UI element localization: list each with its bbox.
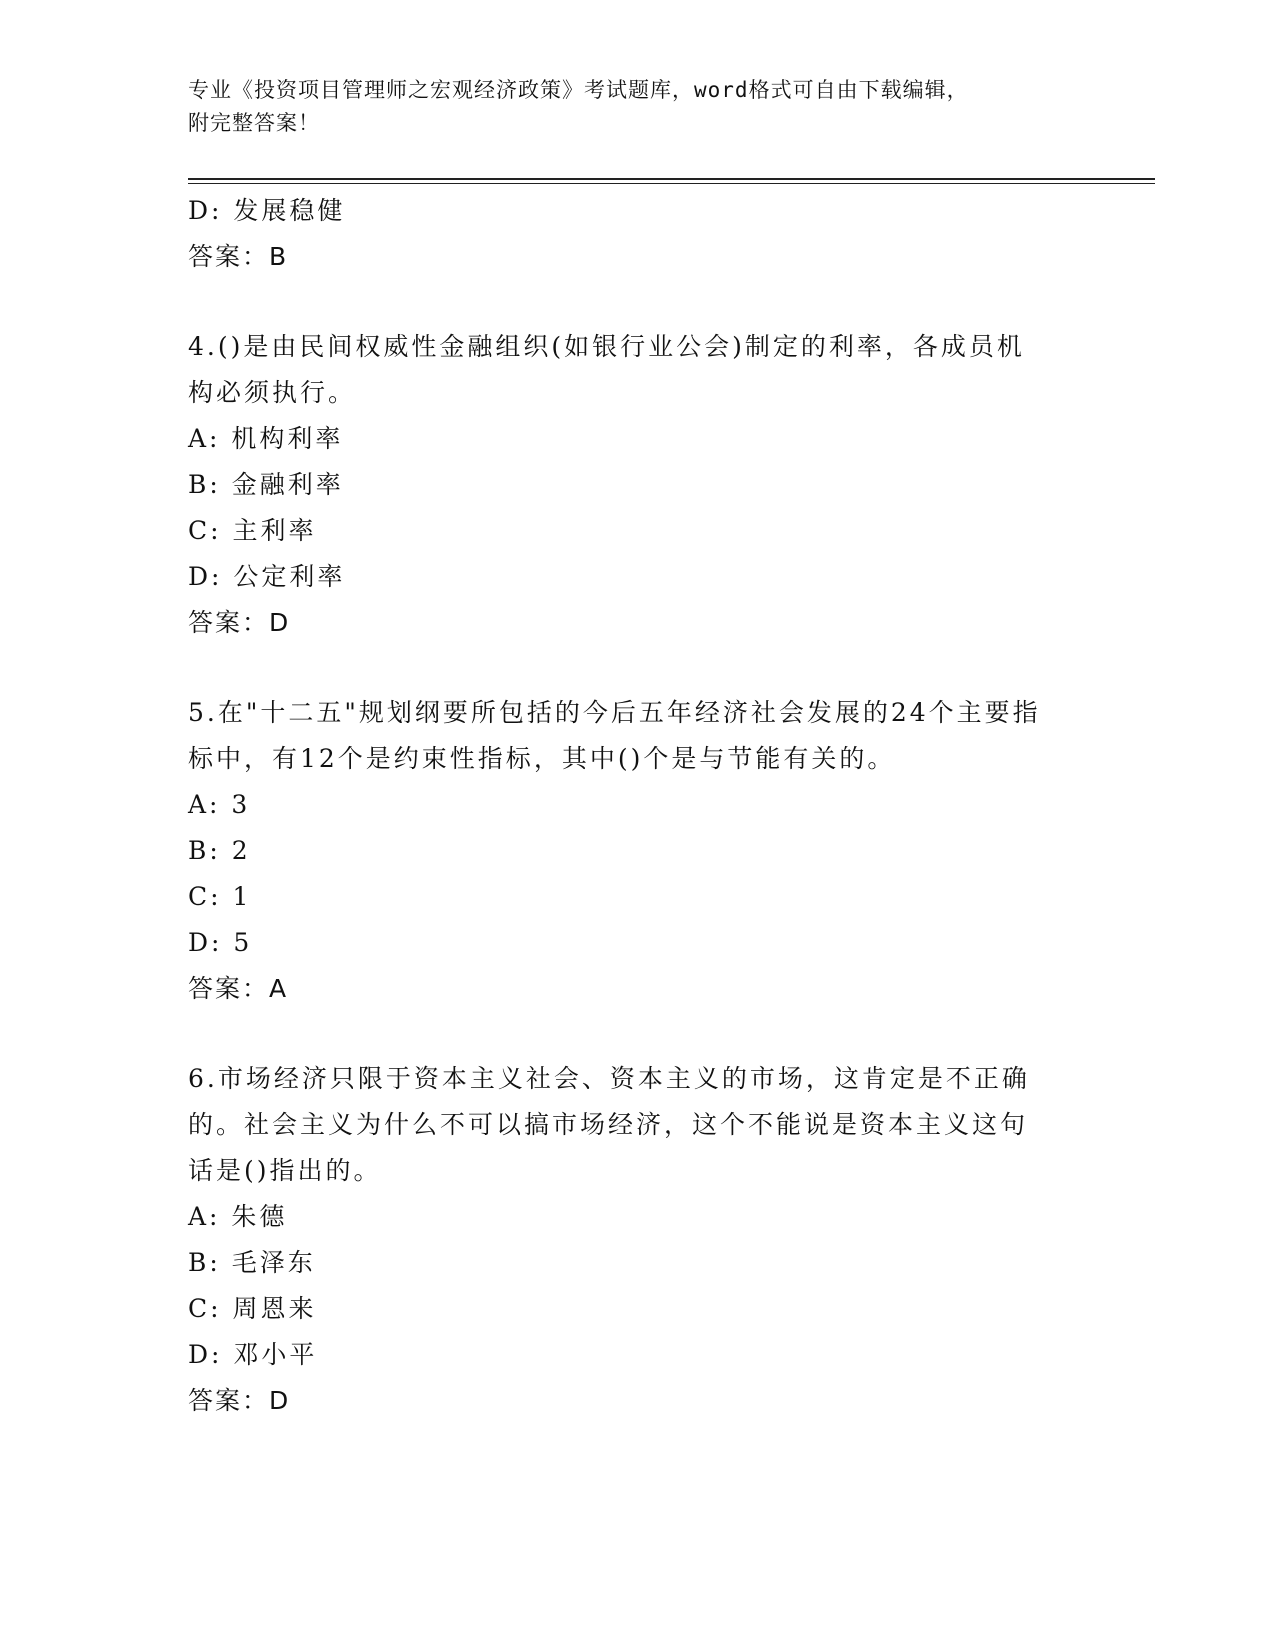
option-d: D: 邓小平 [188,1340,318,1369]
question-6 [188,1056,1088,1424]
option-a: A: 机构利率 [188,424,344,453]
question-5 [188,690,1088,1012]
option-d: D: 发展稳健 [188,196,346,225]
question-text-line: 构必须执行。 [188,378,357,407]
option-c: C: 1 [188,882,252,911]
question-text-line: 话是()指出的。 [188,1156,382,1185]
question-4 [188,324,1088,646]
question-text-line: 4.()是由民间权威性金融组织(如银行业公会)制定的利率，各成员机 [188,332,1025,361]
option-a: A: 朱德 [188,1202,288,1231]
option-c: C: 主利率 [188,516,317,545]
header-line-1: 专业《投资项目管理师之宏观经济政策》考试题库，word格式可自由下载编辑， [188,78,969,102]
option-b: B: 2 [188,836,251,865]
header-line-2: 附完整答案！ [188,111,320,135]
answer-line: 答案：D [188,608,291,637]
option-d: D: 5 [188,928,253,957]
question-list [188,188,1088,1424]
option-b: B: 毛泽东 [188,1248,316,1277]
header-divider [188,178,1155,180]
question-3-tail [188,188,1088,280]
option-a: A: 3 [188,790,251,819]
question-text-line: 的。社会主义为什么不可以搞市场经济，这个不能说是资本主义这句 [188,1110,1029,1139]
option-b: B: 金融利率 [188,470,344,499]
answer-line: 答案：B [188,242,289,271]
answer-line: 答案：D [188,1386,291,1415]
question-text-line: 标中，有12个是约束性指标，其中()个是与节能有关的。 [188,744,896,773]
answer-line: 答案：A [188,974,289,1003]
option-d: D: 公定利率 [188,562,346,591]
question-text-line: 5.在"十二五"规划纲要所包括的今后五年经济社会发展的24个主要指 [188,698,1041,727]
option-c: C: 周恩来 [188,1294,317,1323]
question-text-line: 6.市场经济只限于资本主义社会、资本主义的市场，这肯定是不正确 [188,1064,1030,1093]
document-header [188,74,1088,140]
header-divider-thin [188,183,1155,184]
